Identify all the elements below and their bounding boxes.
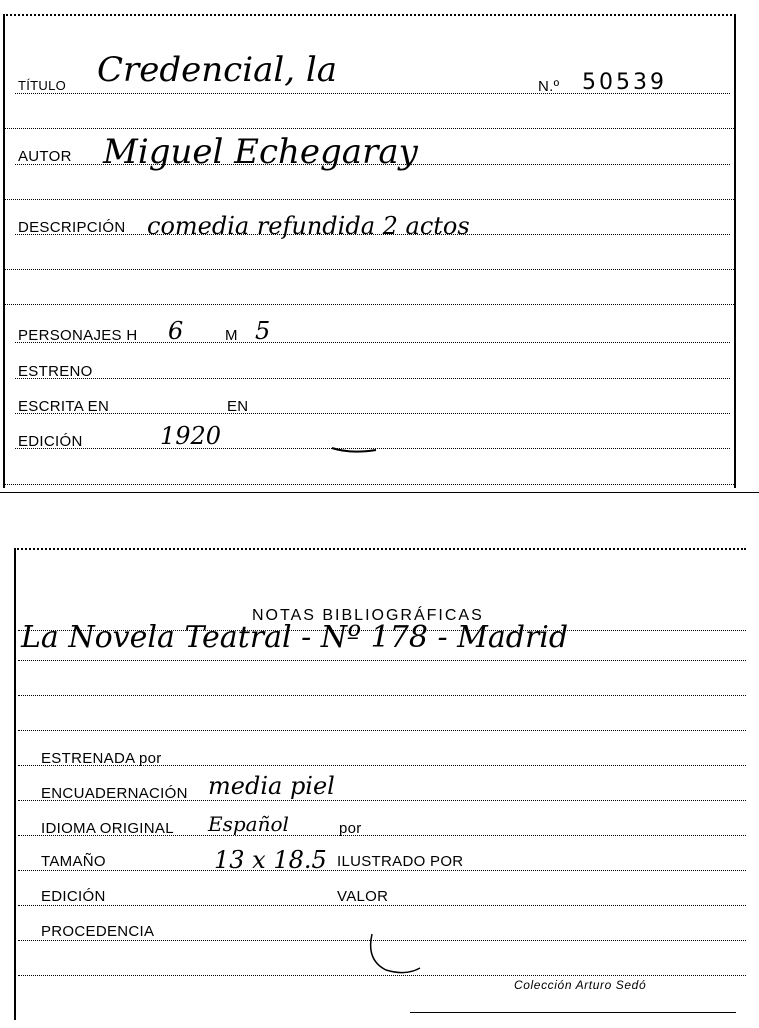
bottom-line: [410, 1012, 736, 1013]
tamano-line: [18, 870, 746, 871]
titulo-value: Credencial, la: [97, 50, 337, 90]
line: [5, 484, 734, 485]
tamano-value: 13 x 18.5: [214, 846, 327, 874]
estreno-label: ESTRENO: [18, 363, 93, 380]
escrita-line: [15, 413, 730, 414]
numero-value: 50539: [582, 70, 667, 95]
line: [18, 660, 746, 661]
ilustrado-label: ILUSTRADO POR: [337, 853, 464, 870]
idioma-label: IDIOMA ORIGINAL: [41, 820, 174, 837]
estrenada-label: ESTRENADA por: [41, 750, 162, 767]
personajes-h-value: 6: [168, 317, 184, 345]
catalog-card-back: [14, 548, 746, 1020]
edicion-line: [18, 905, 746, 906]
descripcion-label: DESCRIPCIÓN: [18, 219, 126, 236]
tamano-label: TAMAÑO: [41, 853, 106, 870]
edicion-value: 1920: [160, 422, 222, 450]
idioma-por-label: por: [339, 820, 362, 837]
idioma-value: Español: [208, 812, 289, 836]
edicion-label: EDICIÓN: [18, 433, 83, 450]
pen-mark: [330, 444, 380, 456]
line: [5, 269, 734, 270]
edicion-label: EDICIÓN: [41, 888, 106, 905]
catalog-card-front: [3, 14, 736, 488]
autor-label: AUTOR: [18, 148, 72, 165]
titulo-label: TÍTULO: [18, 78, 67, 93]
line: [5, 128, 734, 129]
line: [18, 730, 746, 731]
pen-mark: [366, 930, 426, 978]
personajes-label: PERSONAJES H: [18, 327, 138, 344]
valor-label: VALOR: [337, 888, 389, 905]
descripcion-value: comedia refundida 2 actos: [147, 212, 470, 240]
numero-label: N.º: [538, 78, 560, 95]
notas-value: La Novela Teatral - Nº 178 - Madrid: [21, 620, 569, 655]
personajes-m-value: 5: [255, 317, 271, 345]
card-separator: [0, 492, 759, 493]
encuadernacion-value: media piel: [208, 772, 335, 800]
procedencia-label: PROCEDENCIA: [41, 923, 155, 940]
notas-label: NOTAS BIBLIOGRÁFICAS: [252, 607, 484, 624]
escrita-label: ESCRITA EN: [18, 398, 110, 415]
en-label: EN: [227, 398, 249, 415]
line: [5, 304, 734, 305]
line: [18, 695, 746, 696]
estreno-line: [15, 378, 730, 379]
personajes-m-label: M: [225, 327, 238, 344]
autor-value: Miguel Echegaray: [103, 132, 418, 172]
line: [5, 199, 734, 200]
collection-stamp: Colección Arturo Sedó: [514, 978, 647, 992]
encuadernacion-label: ENCUADERNACIÓN: [41, 785, 188, 802]
